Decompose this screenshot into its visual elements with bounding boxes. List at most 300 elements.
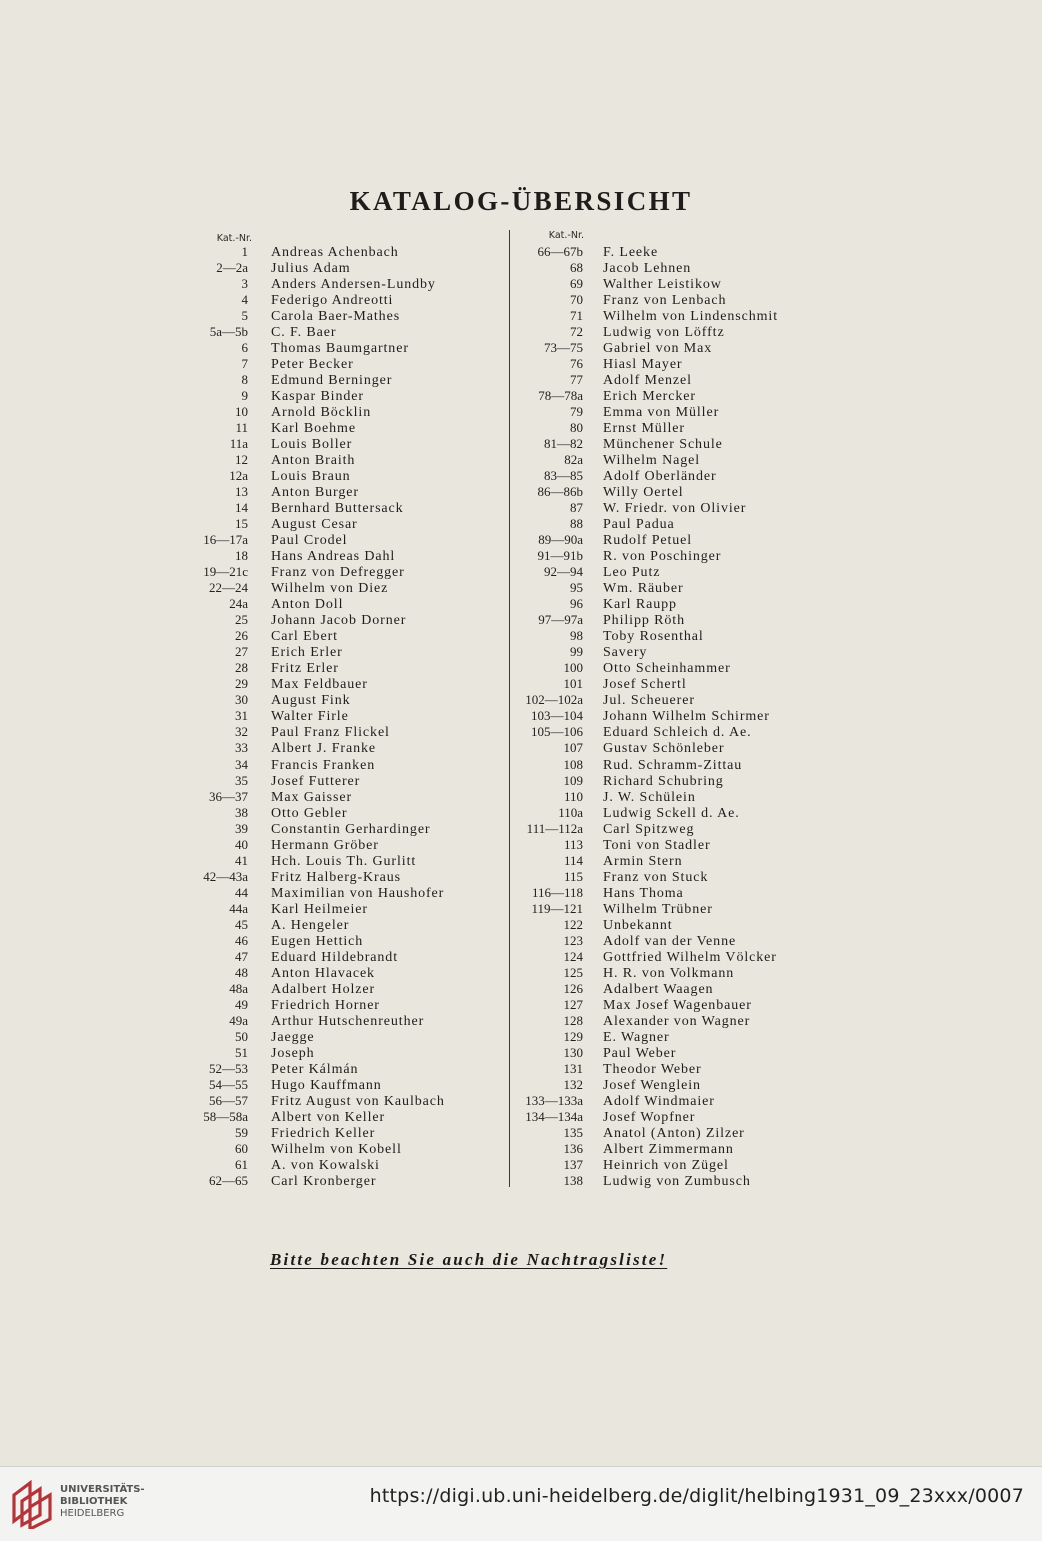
catalog-entry (160, 532, 445, 548)
catalog-entry (160, 644, 445, 660)
catalog-number: 27 (235, 644, 248, 660)
catalog-number: 135 (563, 1124, 583, 1140)
artist-name: Walter Firle (271, 709, 349, 725)
catalog-entry (160, 340, 445, 356)
artist-name: Adolf Oberländer (603, 469, 717, 485)
artist-name: Richard Schubring (603, 773, 724, 789)
artist-name: Theodor Weber (603, 1061, 702, 1077)
artist-name: Erich Mercker (603, 389, 696, 405)
catalog-number: 82a (564, 452, 583, 468)
catalog-entry (490, 1093, 778, 1109)
catalog-number: 116—118 (531, 884, 583, 900)
catalog-number: 44 (235, 884, 248, 900)
artist-name: Johann Wilhelm Schirmer (603, 709, 770, 725)
artist-name: Hans Thoma (603, 885, 684, 901)
catalog-entry (490, 564, 778, 580)
artist-name: Hans Andreas Dahl (271, 549, 396, 565)
catalog-entry (490, 1045, 778, 1061)
catalog-entry (490, 708, 778, 724)
catalog-number: 136 (563, 1140, 583, 1156)
artist-name: Albert Zimmermann (603, 1141, 734, 1157)
catalog-entry (160, 789, 445, 805)
catalog-entry (490, 1125, 778, 1141)
catalog-entry (490, 388, 778, 404)
artist-name: Josef Futterer (271, 773, 361, 789)
artist-name: Rudolf Petuel (603, 533, 693, 549)
catalog-entry (160, 628, 445, 644)
catalog-number: 46 (235, 932, 248, 948)
catalog-number: 79 (570, 404, 583, 420)
catalog-number: 36—37 (209, 788, 248, 804)
artist-name: Peter Kálmán (271, 1061, 359, 1077)
catalog-number: 15 (235, 516, 248, 532)
catalog-number: 5 (241, 308, 248, 324)
catalog-entry (490, 484, 778, 500)
catalog-entry (490, 532, 778, 548)
library-logo-icon[interactable] (10, 1477, 54, 1529)
catalog-number: 42—43a (203, 868, 248, 884)
catalog-entry (490, 805, 778, 821)
catalog-number: 111—112a (526, 820, 583, 836)
catalog-entry (160, 997, 445, 1013)
artist-name: Franz von Stuck (603, 869, 709, 885)
catalog-entry (490, 917, 778, 933)
catalog-number: 38 (235, 804, 248, 820)
artist-name: Friedrich Keller (271, 1125, 376, 1141)
artist-name: F. Leeke (603, 245, 659, 260)
catalog-entry (160, 564, 445, 580)
artist-name: Johann Jacob Dorner (271, 613, 407, 629)
artist-name: Adolf Windmaier (603, 1093, 715, 1109)
catalog-entry (490, 885, 778, 901)
artist-name: H. R. von Volkmann (603, 965, 735, 981)
artist-name: Josef Wenglein (603, 1077, 701, 1093)
catalog-number: 44a (229, 900, 248, 916)
catalog-entry (490, 1061, 778, 1077)
catalog-entry (160, 773, 445, 789)
artist-name: Adolf van der Venne (603, 933, 737, 949)
catalog-entry (490, 452, 778, 468)
column-header-left: Kat.-Nr. (216, 233, 252, 244)
catalog-number: 60 (235, 1140, 248, 1156)
catalog-entry (160, 580, 445, 596)
catalog-entry (490, 628, 778, 644)
catalog-number: 51 (235, 1044, 248, 1060)
catalog-entry (490, 596, 778, 612)
artist-name: Hugo Kauffmann (271, 1077, 382, 1093)
catalog-entry (160, 965, 445, 981)
artist-name: Francis Franken (271, 757, 376, 773)
artist-name: Wilhelm von Lindenschmit (603, 309, 779, 325)
artist-name: Max Gaisser (271, 789, 353, 805)
catalog-entry (490, 789, 778, 805)
artist-name: J. W. Schülein (603, 789, 696, 805)
catalog-entry (490, 404, 778, 420)
catalog-number: 80 (570, 420, 583, 436)
catalog-number: 87 (570, 500, 583, 516)
catalog-entry (160, 1157, 445, 1173)
artist-name: Ludwig von Löfftz (603, 325, 725, 341)
catalog-entry (490, 981, 778, 997)
catalog-entry (490, 1029, 778, 1045)
catalog-number: 96 (570, 596, 583, 612)
catalog-number: 33 (235, 740, 248, 756)
catalog-number: 24a (229, 596, 248, 612)
catalog-number: 107 (563, 740, 583, 756)
catalog-entry (490, 308, 778, 324)
artist-name: Adolf Menzel (603, 373, 692, 389)
artist-name: Wilhelm Trübner (603, 901, 713, 917)
catalog-number: 59 (235, 1124, 248, 1140)
catalog-number: 32 (235, 724, 248, 740)
artist-name: Max Josef Wagenbauer (603, 997, 752, 1013)
catalog-number: 73—75 (544, 340, 583, 356)
catalog-number: 102—102a (525, 692, 583, 708)
artist-name: Otto Scheinhammer (603, 661, 731, 677)
catalog-entry (490, 548, 778, 564)
artist-name: Wilhelm von Kobell (271, 1141, 402, 1157)
artist-name: Eduard Hildebrandt (271, 949, 398, 965)
viewer-footer-bar (0, 1466, 1042, 1541)
catalog-entry (160, 1013, 445, 1029)
catalog-number: 129 (563, 1028, 583, 1044)
catalog-list-left (160, 244, 445, 1189)
catalog-number: 127 (563, 996, 583, 1012)
artist-name: Arthur Hutschenreuther (271, 1013, 425, 1029)
catalog-entry (490, 644, 778, 660)
artist-name: Anton Braith (271, 453, 356, 469)
catalog-entry (160, 1109, 445, 1125)
catalog-number: 114 (563, 852, 583, 868)
catalog-entry (490, 676, 778, 692)
artist-name: Josef Schertl (603, 677, 687, 693)
catalog-entry (160, 1061, 445, 1077)
catalog-number: 39 (235, 820, 248, 836)
catalog-number: 83—85 (544, 468, 583, 484)
catalog-number: 30 (235, 692, 248, 708)
artist-name: Unbekannt (603, 917, 673, 933)
catalog-entry (160, 372, 445, 388)
artist-name: Federigo Andreotti (271, 293, 394, 309)
artist-name: Anatol (Anton) Zilzer (603, 1125, 745, 1141)
artist-name: Hiasl Mayer (603, 357, 683, 373)
artist-name: Peter Becker (271, 357, 354, 373)
artist-name: Franz von Lenbach (603, 293, 727, 309)
catalog-entry (160, 404, 445, 420)
catalog-number: 4 (241, 292, 248, 308)
artist-name: A. von Kowalski (271, 1157, 380, 1173)
catalog-number: 12a (229, 468, 248, 484)
library-name-line-2: BIBLIOTHEK (60, 1496, 128, 1507)
library-name-line-1: UNIVERSITÄTS- (60, 1484, 145, 1495)
artist-name: Thomas Baumgartner (271, 341, 409, 357)
catalog-number: 132 (563, 1076, 583, 1092)
catalog-number: 6 (241, 340, 248, 356)
catalog-number: 97—97a (538, 612, 583, 628)
catalog-entry (490, 580, 778, 596)
catalog-number: 125 (563, 964, 583, 980)
catalog-entry (160, 981, 445, 997)
catalog-number: 91—91b (537, 548, 583, 564)
catalog-entry (160, 1173, 445, 1189)
catalog-entry (490, 933, 778, 949)
catalog-entry (490, 757, 778, 773)
artist-name: Adalbert Waagen (603, 981, 714, 997)
catalog-entry (160, 692, 445, 708)
artist-name: Fritz Erler (271, 661, 339, 677)
catalog-number: 110a (558, 804, 583, 820)
catalog-number: 7 (241, 356, 248, 372)
catalog-entry (490, 869, 778, 885)
catalog-number: 122 (563, 916, 583, 932)
catalog-entry (490, 1173, 778, 1189)
catalog-entry (160, 853, 445, 869)
catalog-entry (490, 1013, 778, 1029)
artist-name: Julius Adam (271, 261, 351, 277)
artist-name: Münchener Schule (603, 437, 723, 453)
artist-name: Fritz August von Kaulbach (271, 1093, 445, 1109)
catalog-number: 9 (241, 388, 248, 404)
artist-name: Anton Burger (271, 485, 359, 501)
artist-name: Gottfried Wilhelm Völcker (603, 949, 777, 965)
catalog-entry (160, 436, 445, 452)
artist-name: Wilhelm von Diez (271, 581, 389, 597)
catalog-number: 113 (563, 836, 583, 852)
artist-name: Carl Ebert (271, 629, 338, 645)
catalog-number: 29 (235, 676, 248, 692)
catalog-entry (490, 1077, 778, 1093)
catalog-entry (490, 965, 778, 981)
artist-name: Joseph (271, 1045, 315, 1061)
catalog-number: 48a (229, 980, 248, 996)
catalog-number: 47 (235, 948, 248, 964)
catalog-entry (160, 1093, 445, 1109)
catalog-entry (160, 420, 445, 436)
artist-name: Philipp Röth (603, 613, 685, 629)
catalog-entry (490, 260, 778, 276)
catalog-entry (490, 901, 778, 917)
artist-name: Paul Weber (603, 1045, 677, 1061)
catalog-number: 62—65 (209, 1172, 248, 1188)
artist-name: Ludwig Sckell d. Ae. (603, 805, 740, 821)
catalog-number: 78—78a (538, 388, 583, 404)
artist-name: Jacob Lehnen (603, 261, 692, 277)
artist-name: Wilhelm Nagel (603, 453, 701, 469)
catalog-entry (160, 660, 445, 676)
catalog-entry (490, 837, 778, 853)
catalog-number: 34 (235, 756, 248, 772)
catalog-entry (490, 853, 778, 869)
catalog-number: 2—2a (216, 260, 248, 276)
artist-name: Toby Rosenthal (603, 629, 704, 645)
catalog-number: 18 (235, 548, 248, 564)
artist-name: Wm. Räuber (603, 581, 684, 597)
artist-name: Rud. Schramm-Zittau (603, 757, 743, 773)
catalog-number: 72 (570, 324, 583, 340)
catalog-number: 11 (235, 420, 248, 436)
catalog-number: 134—134a (525, 1108, 583, 1124)
artist-name: A. Hengeler (271, 917, 350, 933)
artist-name: Anton Doll (271, 597, 344, 613)
catalog-list-right (490, 244, 778, 1189)
catalog-number: 77 (570, 372, 583, 388)
catalog-number: 54—55 (209, 1076, 248, 1092)
catalog-entry (160, 388, 445, 404)
artist-name: Bernhard Buttersack (271, 501, 404, 517)
catalog-number: 81—82 (544, 436, 583, 452)
catalog-number: 52—53 (209, 1060, 248, 1076)
artist-name: Anders Andersen-Lundby (271, 277, 436, 293)
catalog-number: 124 (563, 948, 583, 964)
catalog-number: 66—67b (537, 244, 583, 259)
catalog-number: 14 (235, 500, 248, 516)
catalog-entry (160, 548, 445, 564)
catalog-entry (160, 885, 445, 901)
catalog-number: 133—133a (525, 1092, 583, 1108)
artist-name: Eugen Hettich (271, 933, 364, 949)
catalog-number: 70 (570, 292, 583, 308)
catalog-entry (490, 468, 778, 484)
catalog-entry (160, 869, 445, 885)
catalog-entry (490, 1157, 778, 1173)
catalog-number: 22—24 (209, 580, 248, 596)
artist-name: Paul Padua (603, 517, 675, 533)
catalog-number: 48 (235, 964, 248, 980)
artist-name: Josef Wopfner (603, 1109, 696, 1125)
catalog-number: 61 (235, 1156, 248, 1172)
catalog-entry (490, 276, 778, 292)
catalog-number: 28 (235, 660, 248, 676)
catalog-number: 105—106 (531, 724, 583, 740)
artist-name: Kaspar Binder (271, 389, 364, 405)
catalog-number: 69 (570, 276, 583, 292)
catalog-number: 119—121 (531, 900, 583, 916)
library-name-line-3: HEIDELBERG (60, 1508, 125, 1519)
catalog-number: 101 (563, 676, 583, 692)
catalog-number: 11a (229, 436, 248, 452)
artist-name: Armin Stern (603, 853, 683, 869)
artist-name: Karl Heilmeier (271, 901, 368, 917)
artist-name: Franz von Defregger (271, 565, 405, 581)
artist-name: Max Feldbauer (271, 677, 368, 693)
catalog-number: 86—86b (537, 484, 583, 500)
catalog-number: 71 (570, 308, 583, 324)
catalog-number: 88 (570, 516, 583, 532)
catalog-entry (490, 500, 778, 516)
catalog-number: 130 (563, 1044, 583, 1060)
artist-name: Toni von Stadler (603, 837, 711, 853)
artist-name: Eduard Schleich d. Ae. (603, 725, 752, 741)
catalog-entry (160, 516, 445, 532)
catalog-number: 12 (235, 452, 248, 468)
artist-name: Jaegge (271, 1029, 315, 1045)
catalog-entry (160, 324, 445, 340)
artist-name: Paul Crodel (271, 533, 348, 549)
artist-name: Louis Boller (271, 437, 353, 453)
catalog-number: 8 (241, 372, 248, 388)
artist-name: Leo Putz (603, 565, 661, 581)
artist-name: Emma von Müller (603, 405, 720, 421)
artist-name: Carola Baer-Mathes (271, 309, 401, 325)
catalog-entry (160, 724, 445, 740)
artist-name: Albert J. Franke (271, 741, 376, 757)
catalog-entry (160, 500, 445, 516)
catalog-entry (490, 773, 778, 789)
catalog-number: 89—90a (538, 532, 583, 548)
catalog-number: 49 (235, 996, 248, 1012)
catalog-entry (160, 917, 445, 933)
artist-name: Otto Gebler (271, 805, 348, 821)
catalog-entry (490, 436, 778, 452)
artist-name: C. F. Baer (271, 325, 337, 341)
catalog-number: 35 (235, 772, 248, 788)
catalog-number: 126 (563, 980, 583, 996)
catalog-number: 58—58a (203, 1108, 248, 1124)
artist-name: W. Friedr. von Olivier (603, 501, 747, 517)
artist-name: Adalbert Holzer (271, 981, 376, 997)
catalog-entry (490, 740, 778, 756)
catalog-entry (160, 260, 445, 276)
artist-name: Walther Leistikow (603, 277, 722, 293)
artist-name: Ludwig von Zumbusch (603, 1173, 751, 1189)
artist-name: August Fink (271, 693, 351, 709)
catalog-number: 98 (570, 628, 583, 644)
catalog-number: 100 (563, 660, 583, 676)
catalog-number: 123 (563, 932, 583, 948)
artist-name: Jul. Scheuerer (603, 693, 695, 709)
artist-name: Friedrich Horner (271, 997, 380, 1013)
artist-name: Andreas Achenbach (271, 245, 399, 260)
catalog-entry (490, 356, 778, 372)
artist-name: Alexander von Wagner (603, 1013, 751, 1029)
catalog-number: 128 (563, 1012, 583, 1028)
catalog-entry (160, 933, 445, 949)
library-name (60, 1484, 145, 1520)
catalog-entry (490, 1109, 778, 1125)
catalog-number: 1 (241, 244, 248, 259)
catalog-entry (160, 276, 445, 292)
catalog-entry (160, 1125, 445, 1141)
catalog-number: 40 (235, 836, 248, 852)
footer-note: Bitte beachten Sie auch die Nachtragsliste! (270, 1250, 668, 1269)
catalog-entry (160, 708, 445, 724)
artist-name: Hermann Gröber (271, 837, 379, 853)
catalog-entry (490, 821, 778, 837)
artist-name: Arnold Böcklin (271, 405, 372, 421)
catalog-entry (160, 452, 445, 468)
catalog-number: 26 (235, 628, 248, 644)
catalog-entry (160, 308, 445, 324)
permalink-url[interactable]: https://digi.ub.uni-heidelberg.de/diglit/helbing1931_09_23xxx/0007 (369, 1485, 1024, 1507)
artist-name: Karl Raupp (603, 597, 677, 613)
catalog-number: 103—104 (531, 708, 583, 724)
catalog-entry (160, 612, 445, 628)
page-title: KATALOG-ÜBERSICHT (349, 186, 693, 216)
catalog-number: 131 (563, 1060, 583, 1076)
catalog-entry (160, 757, 445, 773)
catalog-number: 137 (563, 1156, 583, 1172)
catalog-number: 19—21c (203, 564, 248, 580)
artist-name: Hch. Louis Th. Gurlitt (271, 853, 417, 869)
catalog-number: 115 (563, 868, 583, 884)
catalog-number: 138 (563, 1172, 583, 1188)
catalog-entry (160, 468, 445, 484)
artist-name: Constantin Gerhardinger (271, 821, 431, 837)
catalog-entry (490, 997, 778, 1013)
artist-name: Edmund Berninger (271, 373, 393, 389)
artist-name: Karl Boehme (271, 421, 356, 437)
catalog-entry (490, 949, 778, 965)
